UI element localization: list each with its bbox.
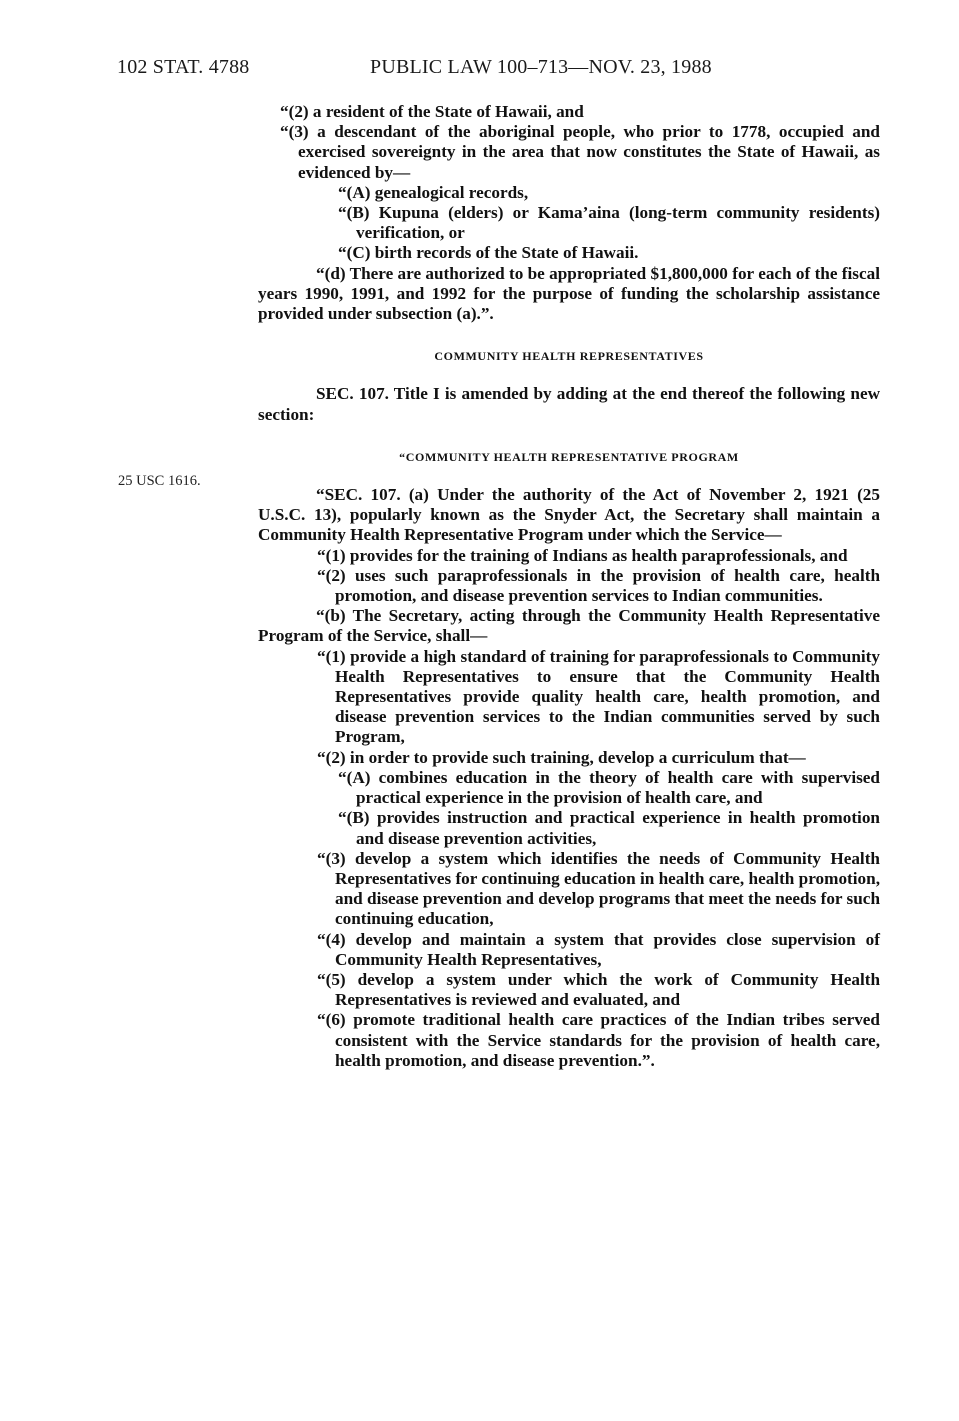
item-b4-supervision: “(4) develop and maintain a system that provides close supervision of Community Health Representatives, [317,929,880,969]
item-descendant-aboriginal: “(3) a descendant of the aboriginal people, who prior to 1778, occupied and exercised sovereignty in the area that now constitutes the State of Hawaii, as evidenced by— [280,122,880,182]
section-heading-chr: COMMUNITY HEALTH REPRESENTATIVES [434,349,704,364]
item-kupuna-verification: “(B) Kupuna (elders) or Kama’aina (long-term community residents) verification, or [338,203,880,243]
item-b6-traditional-practices: “(6) promote traditional health care practices of the Indian tribes served consistent with the Service standards for the provision of health care, health promotion, and disease prevention.”. [317,1010,880,1070]
item-a2-paraprofessionals: “(2) uses such paraprofessionals in the provision of health care, health promotion, and disease prevention services to Indian communities. [317,565,880,606]
item-genealogical-records: “(A) genealogical records, [338,182,529,202]
document-body [258,102,880,1071]
item-b2-curriculum: “(2) in order to provide such training, develop a curriculum that— [317,747,806,767]
item-a1-training: “(1) provides for the training of Indians as health paraprofessionals, and [317,545,848,565]
section-107-amendment: SEC. 107. Title I is amended by adding at the end thereof the following new section: [258,384,880,424]
item-b2-a-education: “(A) combines education in the theory of health care with supervised practical experience in the provision of health care, and [338,767,880,808]
item-b3-continuing-education: “(3) develop a system which identifies the needs of Community Health Representatives for continuing education in health care, health promotion, and disease prevention and develop programs that meet the needs for such continuing education, [317,848,880,929]
item-resident-hawaii: “(2) a resident of the State of Hawaii, and [280,102,584,121]
subsection-b-secretary: “(b) The Secretary, acting through the Community Health Representative Program of the Service, shall— [258,606,880,646]
item-b1-standard: “(1) provide a high standard of training for paraprofessionals to Community Health Representatives to ensure that the Community Health Representatives provide quality health care, health promotion, and disease prevention services to the Indian communities served by such Program, [317,646,880,747]
item-b5-review: “(5) develop a system under which the work of Community Health Representatives is reviewed and evaluated, and [317,969,880,1010]
margin-citation: 25 USC 1616. [118,473,201,489]
item-b2-b-instruction: “(B) provides instruction and practical experience in health promotion and disease prevention activities, [338,808,880,848]
page-stat-reference: 102 STAT. 4788 [117,56,250,78]
running-header-public-law: PUBLIC LAW 100–713—NOV. 23, 1988 [370,56,712,78]
item-birth-records: “(C) birth records of the State of Hawaii. [338,243,639,263]
section-107-a: “SEC. 107. (a) Under the authority of the Act of November 2, 1921 (25 U.S.C. 13), popularly known as the Snyder Act, the Secretary shall maintain a Community Health Representative Program under which the Service— [258,485,880,545]
subsection-d-appropriations: “(d) There are authorized to be appropriated $1,800,000 for each of the fiscal years 1990, 1991, and 1992 for the purpose of funding the scholarship assistance provided under subsection (a).”. [258,263,880,324]
program-heading-chr: “COMMUNITY HEALTH REPRESENTATIVE PROGRAM [399,449,739,464]
